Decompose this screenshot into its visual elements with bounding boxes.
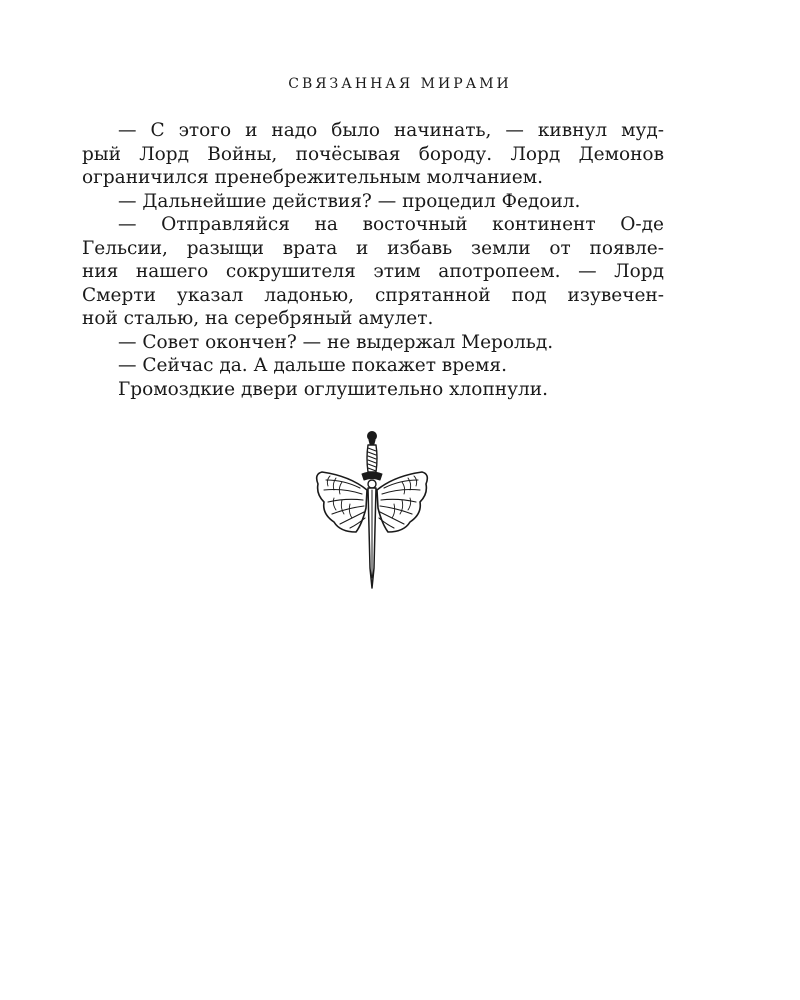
text-line: Громоздкие двери оглушительно хлопнули. [118, 378, 548, 400]
running-title: СВЯЗАННАЯ МИРАМИ [288, 76, 512, 92]
body-text [82, 119, 664, 401]
text-line: — Совет окончен? — не выдержал Мерольд. [118, 331, 554, 353]
text-line: — Сейчас да. А дальше покажет время. [118, 355, 507, 376]
winged-dagger-icon [310, 428, 440, 590]
text-line: — Дальнейшие действия? — процедил Федоил. [118, 190, 581, 212]
text-line: Гельсии, разыщи врата и избавь земли от появле- [82, 237, 664, 259]
text-line: ния нашего сокрушителя этим апотропеем. — Лорд [82, 261, 664, 282]
text-line: — С этого и надо было начинать, — кивнул муд- [118, 120, 664, 141]
text-line: — Отправляйся на восточный континент О-де [118, 214, 664, 235]
text-line: ной сталью, на серебряный амулет. [82, 308, 434, 329]
text-line: ограничился пренебрежительным молчанием. [82, 167, 544, 188]
text-line: Смерти указал ладонью, спрятанной под изувечен- [82, 284, 664, 306]
text-line: рый Лорд Войны, почёсывая бороду. Лорд Демонов [82, 143, 664, 165]
